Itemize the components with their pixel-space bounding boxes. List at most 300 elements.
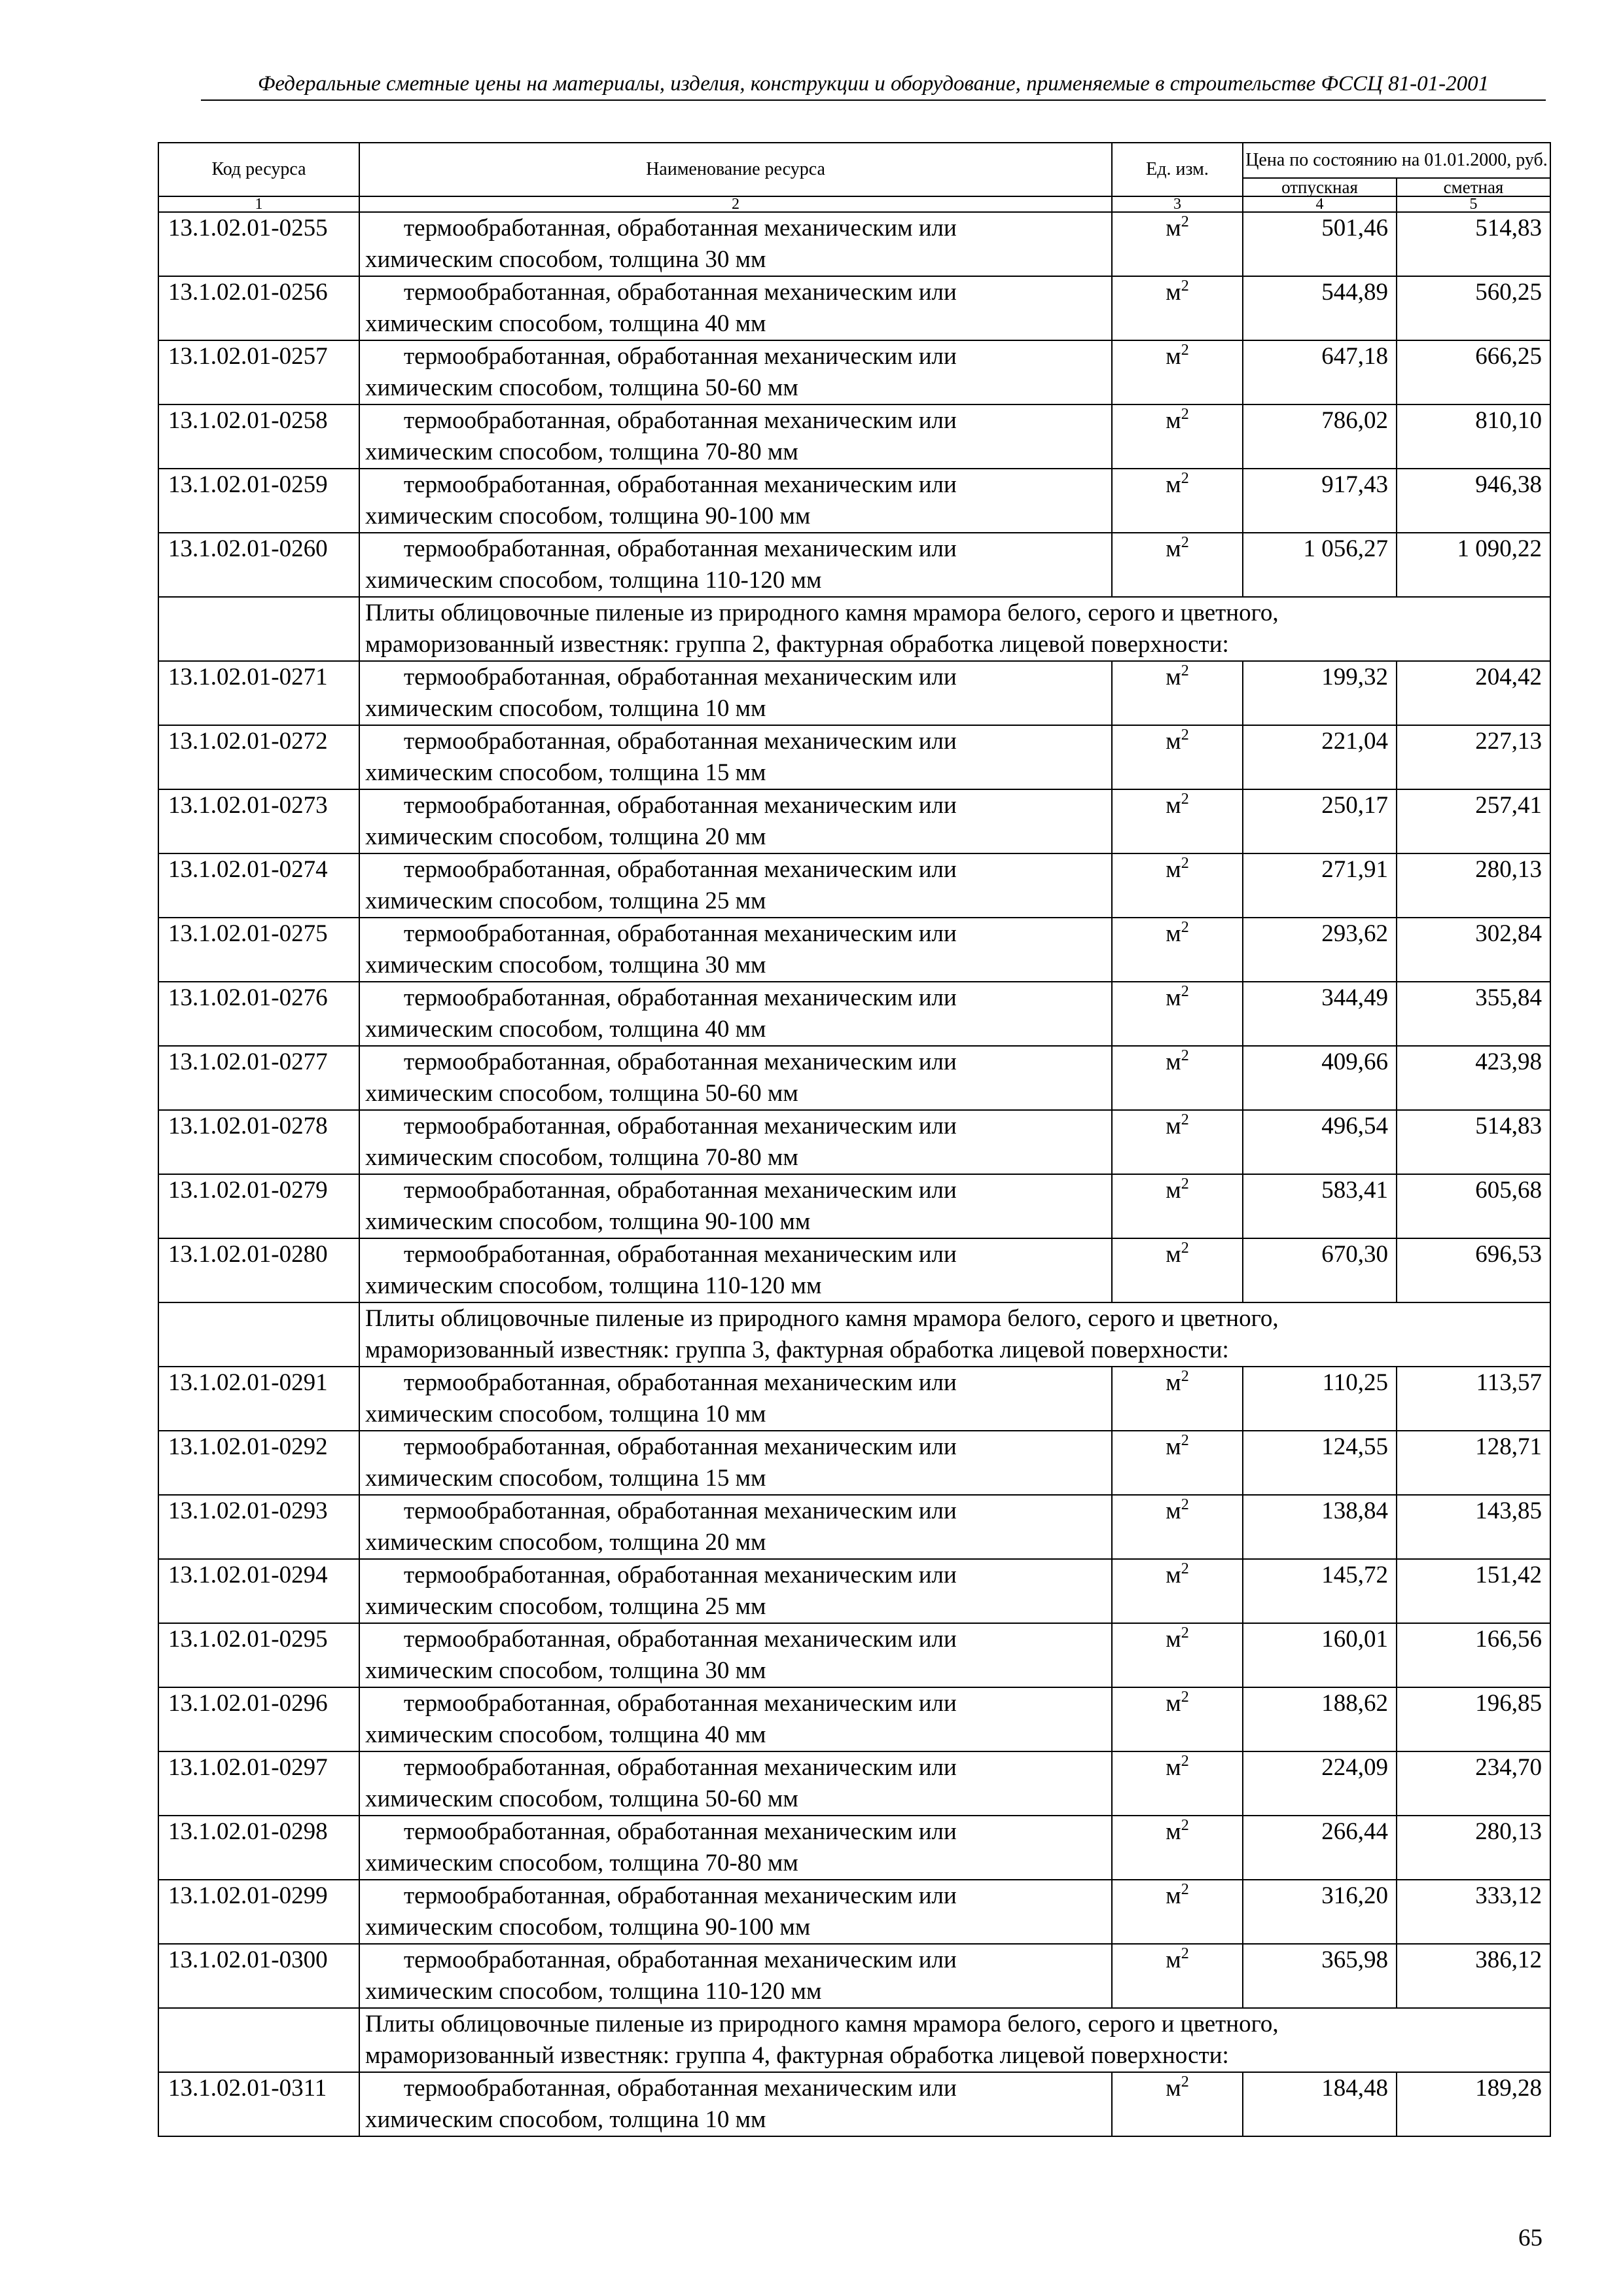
table-row [158, 725, 1550, 789]
unit-base: м [1166, 407, 1181, 434]
release-price: 199,32 [1243, 661, 1397, 725]
resource-code: 13.1.02.01-0257 [158, 340, 359, 404]
resource-name-line: химическим способом, толщина 110-120 мм [365, 567, 822, 594]
release-price: 1 056,27 [1243, 533, 1397, 597]
resource-code: 13.1.02.01-0275 [158, 918, 359, 982]
resource-name-line: химическим способом, толщина 70-80 мм [365, 1144, 798, 1171]
resource-name [359, 661, 1112, 725]
unit-power: 2 [1181, 1175, 1189, 1193]
table-row [158, 533, 1550, 597]
unit-cell [1112, 276, 1243, 340]
release-price: 293,62 [1243, 918, 1397, 982]
resource-name [359, 1944, 1112, 2008]
estimate-price: 514,83 [1397, 212, 1550, 276]
resource-name [359, 1495, 1112, 1559]
unit-base: м [1166, 1241, 1181, 1268]
resource-code: 13.1.02.01-0277 [158, 1046, 359, 1110]
unit-cell [1112, 1495, 1243, 1559]
estimate-price: 113,57 [1397, 1367, 1550, 1431]
resource-code: 13.1.02.01-0260 [158, 533, 359, 597]
resource-code: 13.1.02.01-0300 [158, 1944, 359, 2008]
resource-name [359, 1110, 1112, 1174]
resource-code: 13.1.02.01-0258 [158, 404, 359, 469]
resource-name-line: химическим способом, толщина 15 мм [365, 1465, 766, 1492]
resource-name-line: химическим способом, толщина 50-60 мм [365, 1785, 798, 1812]
resource-name [359, 533, 1112, 597]
unit-power: 2 [1181, 406, 1189, 423]
table-row [158, 1174, 1550, 1238]
resource-name-line: термообработанная, обработанная механическим или [404, 984, 957, 1011]
unit-cell [1112, 1623, 1243, 1687]
unit-cell [1112, 533, 1243, 597]
table-row [158, 1816, 1550, 1880]
resource-name [359, 725, 1112, 789]
unit-cell [1112, 1431, 1243, 1495]
unit-power: 2 [1181, 1753, 1189, 1770]
unit-power: 2 [1181, 662, 1189, 679]
resource-code: 13.1.02.01-0278 [158, 1110, 359, 1174]
unit-cell [1112, 1046, 1243, 1110]
release-price: 786,02 [1243, 404, 1397, 469]
resource-name-line: химическим способом, толщина 30 мм [365, 246, 766, 273]
table-row [158, 661, 1550, 725]
resource-name-line: термообработанная, обработанная механическим или [404, 215, 957, 242]
resource-name [359, 340, 1112, 404]
unit-power: 2 [1181, 278, 1189, 295]
estimate-price: 189,28 [1397, 2072, 1550, 2136]
resource-name-line: химическим способом, толщина 25 мм [365, 888, 766, 914]
resource-name [359, 1431, 1112, 1495]
unit-cell [1112, 853, 1243, 918]
resource-code: 13.1.02.01-0296 [158, 1687, 359, 1751]
resource-code: 13.1.02.01-0256 [158, 276, 359, 340]
resource-name-line: химическим способом, толщина 40 мм [365, 1016, 766, 1043]
release-price: 184,48 [1243, 2072, 1397, 2136]
unit-cell [1112, 982, 1243, 1046]
resource-code: 13.1.02.01-0259 [158, 469, 359, 533]
unit-power: 2 [1181, 791, 1189, 808]
unit-base: м [1166, 1690, 1181, 1717]
estimate-price: 280,13 [1397, 1816, 1550, 1880]
unit-cell [1112, 725, 1243, 789]
resource-name-line: термообработанная, обработанная механическим или [404, 2075, 957, 2102]
resource-name-line: термообработанная, обработанная механическим или [404, 1690, 957, 1717]
resource-name-line: термообработанная, обработанная механическим или [404, 1177, 957, 1204]
resource-name-line: химическим способом, толщина 90-100 мм [365, 1914, 811, 1941]
resource-name [359, 1687, 1112, 1751]
unit-base: м [1166, 1433, 1181, 1460]
release-price: 160,01 [1243, 1623, 1397, 1687]
unit-cell [1112, 1367, 1243, 1431]
estimate-price: 227,13 [1397, 725, 1550, 789]
release-price: 110,25 [1243, 1367, 1397, 1431]
resource-name [359, 1238, 1112, 1302]
estimate-price: 605,68 [1397, 1174, 1550, 1238]
col-header-estimate: сметная [1397, 178, 1550, 196]
group-heading [359, 1302, 1550, 1367]
resource-name-line: химическим способом, толщина 40 мм [365, 1721, 766, 1748]
price-table [158, 142, 1551, 2137]
unit-power: 2 [1181, 1881, 1189, 1898]
resource-code: 13.1.02.01-0272 [158, 725, 359, 789]
unit-cell [1112, 1880, 1243, 1944]
unit-power: 2 [1181, 726, 1189, 744]
resource-name-line: термообработанная, обработанная механическим или [404, 1498, 957, 1524]
group-heading-line: Плиты облицовочные пиленые из природного камня мрамора белого, серого и цветного, [365, 2011, 1279, 2037]
resource-name-line: химическим способом, толщина 40 мм [365, 310, 766, 337]
unit-base: м [1166, 1113, 1181, 1139]
unit-power: 2 [1181, 1240, 1189, 1257]
unit-base: м [1166, 2075, 1181, 2102]
resource-name-line: химическим способом, толщина 110-120 мм [365, 1272, 822, 1299]
resource-name-line: химическим способом, толщина 50-60 мм [365, 1080, 798, 1107]
resource-name [359, 918, 1112, 982]
release-price: 271,91 [1243, 853, 1397, 918]
resource-name-line: термообработанная, обработанная механическим или [404, 1433, 957, 1460]
page-number: 65 [1518, 2225, 1543, 2251]
unit-cell [1112, 1559, 1243, 1623]
resource-name [359, 982, 1112, 1046]
table-row [158, 918, 1550, 982]
unit-power: 2 [1181, 1111, 1189, 1128]
release-price: 365,98 [1243, 1944, 1397, 2008]
resource-code: 13.1.02.01-0293 [158, 1495, 359, 1559]
release-price: 501,46 [1243, 212, 1397, 276]
release-price: 224,09 [1243, 1751, 1397, 1816]
release-price: 124,55 [1243, 1431, 1397, 1495]
unit-cell [1112, 340, 1243, 404]
unit-base: м [1166, 856, 1181, 883]
column-number: 3 [1112, 196, 1243, 212]
resource-code: 13.1.02.01-0311 [158, 2072, 359, 2136]
unit-cell [1112, 469, 1243, 533]
table-body [158, 212, 1550, 2136]
group-heading [359, 2008, 1550, 2072]
resource-name-line: химическим способом, толщина 30 мм [365, 952, 766, 978]
table-row [158, 2072, 1550, 2136]
resource-name-line: термообработанная, обработанная механическим или [404, 471, 957, 498]
resource-name [359, 212, 1112, 276]
resource-name-line: термообработанная, обработанная механическим или [404, 792, 957, 819]
resource-name [359, 1623, 1112, 1687]
resource-name [359, 1174, 1112, 1238]
resource-name-line: химическим способом, толщина 90-100 мм [365, 503, 811, 529]
resource-name-line: термообработанная, обработанная механическим или [404, 1754, 957, 1781]
unit-base: м [1166, 1562, 1181, 1588]
column-number: 1 [158, 196, 359, 212]
unit-base: м [1166, 279, 1181, 306]
resource-code: 13.1.02.01-0292 [158, 1431, 359, 1495]
table-row [158, 1880, 1550, 1944]
release-price: 145,72 [1243, 1559, 1397, 1623]
resource-name-line: термообработанная, обработанная механическим или [404, 1626, 957, 1653]
resource-code: 13.1.02.01-0294 [158, 1559, 359, 1623]
estimate-price: 423,98 [1397, 1046, 1550, 1110]
resource-name [359, 276, 1112, 340]
resource-name-line: химическим способом, толщина 90-100 мм [365, 1208, 811, 1235]
release-price: 917,43 [1243, 469, 1397, 533]
estimate-price: 234,70 [1397, 1751, 1550, 1816]
table-row [158, 276, 1550, 340]
resource-name-line: термообработанная, обработанная механическим или [404, 1562, 957, 1588]
release-price: 544,89 [1243, 276, 1397, 340]
release-price: 583,41 [1243, 1174, 1397, 1238]
resource-code: 13.1.02.01-0273 [158, 789, 359, 853]
resource-name [359, 853, 1112, 918]
resource-name [359, 1816, 1112, 1880]
unit-power: 2 [1181, 855, 1189, 872]
unit-power: 2 [1181, 1368, 1189, 1385]
unit-power: 2 [1181, 1689, 1189, 1706]
release-price: 316,20 [1243, 1880, 1397, 1944]
table-row [158, 1431, 1550, 1495]
unit-cell [1112, 1238, 1243, 1302]
resource-name-line: термообработанная, обработанная механическим или [404, 1882, 957, 1909]
resource-code: 13.1.02.01-0279 [158, 1174, 359, 1238]
resource-name-line: термообработанная, обработанная механическим или [404, 1369, 957, 1396]
unit-base: м [1166, 1754, 1181, 1781]
unit-base: м [1166, 535, 1181, 562]
resource-name-line: химическим способом, толщина 20 мм [365, 1529, 766, 1556]
unit-base: м [1166, 792, 1181, 819]
release-price: 188,62 [1243, 1687, 1397, 1751]
resource-name-line: химическим способом, толщина 10 мм [365, 2106, 766, 2133]
column-number-row [158, 196, 1550, 212]
resource-code: 13.1.02.01-0297 [158, 1751, 359, 1816]
estimate-price: 302,84 [1397, 918, 1550, 982]
table-row [158, 789, 1550, 853]
unit-power: 2 [1181, 470, 1189, 487]
group-heading-line: мраморизованный известняк: группа 4, фактурная обработка лицевой поверхности: [365, 2042, 1229, 2069]
resource-name-line: химическим способом, толщина 20 мм [365, 823, 766, 850]
resource-name [359, 789, 1112, 853]
unit-cell [1112, 1751, 1243, 1816]
unit-base: м [1166, 1946, 1181, 1973]
resource-code: 13.1.02.01-0255 [158, 212, 359, 276]
resource-name-line: термообработанная, обработанная механическим или [404, 920, 957, 947]
estimate-price: 514,83 [1397, 1110, 1550, 1174]
estimate-price: 143,85 [1397, 1495, 1550, 1559]
unit-base: м [1166, 1177, 1181, 1204]
unit-power: 2 [1181, 1432, 1189, 1449]
unit-cell [1112, 2072, 1243, 2136]
table-row [158, 1495, 1550, 1559]
resource-code: 13.1.02.01-0298 [158, 1816, 359, 1880]
unit-base: м [1166, 1498, 1181, 1524]
resource-name-line: термообработанная, обработанная механическим или [404, 1049, 957, 1075]
unit-power: 2 [1181, 983, 1189, 1000]
resource-name-line: химическим способом, толщина 110-120 мм [365, 1978, 822, 2005]
unit-base: м [1166, 343, 1181, 370]
resource-code: 13.1.02.01-0295 [158, 1623, 359, 1687]
resource-name-line: химическим способом, толщина 10 мм [365, 1401, 766, 1427]
resource-name [359, 1046, 1112, 1110]
resource-name-line: химическим способом, толщина 30 мм [365, 1657, 766, 1684]
group-heading [359, 597, 1550, 661]
resource-name-line: химическим способом, толщина 15 мм [365, 759, 766, 786]
estimate-price: 355,84 [1397, 982, 1550, 1046]
table-row [158, 212, 1550, 276]
estimate-price: 666,25 [1397, 340, 1550, 404]
resource-name-line: термообработанная, обработанная механическим или [404, 535, 957, 562]
table-row [158, 1238, 1550, 1302]
resource-code: 13.1.02.01-0271 [158, 661, 359, 725]
resource-name-line: термообработанная, обработанная механическим или [404, 856, 957, 883]
resource-name-line: химическим способом, толщина 50-60 мм [365, 374, 798, 401]
unit-base: м [1166, 1882, 1181, 1909]
release-price: 409,66 [1243, 1046, 1397, 1110]
estimate-price: 204,42 [1397, 661, 1550, 725]
estimate-price: 1 090,22 [1397, 533, 1550, 597]
table-row [158, 404, 1550, 469]
release-price: 138,84 [1243, 1495, 1397, 1559]
unit-power: 2 [1181, 2073, 1189, 2090]
col-header-name: Наименование ресурса [359, 143, 1112, 196]
release-price: 344,49 [1243, 982, 1397, 1046]
estimate-price: 166,56 [1397, 1623, 1550, 1687]
release-price: 496,54 [1243, 1110, 1397, 1174]
resource-name-line: термообработанная, обработанная механическим или [404, 1946, 957, 1973]
release-price: 266,44 [1243, 1816, 1397, 1880]
column-number: 4 [1243, 196, 1397, 212]
resource-name-line: химическим способом, толщина 70-80 мм [365, 439, 798, 465]
unit-cell [1112, 1110, 1243, 1174]
estimate-price: 333,12 [1397, 1880, 1550, 1944]
resource-name [359, 404, 1112, 469]
table-row [158, 1623, 1550, 1687]
table-row [158, 340, 1550, 404]
unit-cell [1112, 1944, 1243, 2008]
unit-power: 2 [1181, 919, 1189, 936]
unit-power: 2 [1181, 342, 1189, 359]
resource-name-line: химическим способом, толщина 10 мм [365, 695, 766, 722]
group-heading-line: Плиты облицовочные пиленые из природного камня мрамора белого, серого и цветного, [365, 600, 1279, 626]
unit-power: 2 [1181, 1624, 1189, 1641]
estimate-price: 196,85 [1397, 1687, 1550, 1751]
group-code-cell [158, 1302, 359, 1367]
table-row [158, 1944, 1550, 2008]
resource-name [359, 1367, 1112, 1431]
group-heading-line: мраморизованный известняк: группа 3, фактурная обработка лицевой поверхности: [365, 1336, 1229, 1363]
unit-base: м [1166, 471, 1181, 498]
resource-name [359, 1880, 1112, 1944]
estimate-price: 810,10 [1397, 404, 1550, 469]
running-header: Федеральные сметные цены на материалы, изделия, конструкции и оборудование, применяемые в строительстве ФССЦ 81-01-2001 [201, 71, 1546, 101]
resource-code: 13.1.02.01-0276 [158, 982, 359, 1046]
unit-base: м [1166, 984, 1181, 1011]
resource-code: 13.1.02.01-0291 [158, 1367, 359, 1431]
resource-name-line: термообработанная, обработанная механическим или [404, 407, 957, 434]
table-row [158, 1687, 1550, 1751]
release-price: 647,18 [1243, 340, 1397, 404]
unit-base: м [1166, 728, 1181, 755]
table-row [158, 469, 1550, 533]
unit-base: м [1166, 1049, 1181, 1075]
resource-name-line: термообработанная, обработанная механическим или [404, 279, 957, 306]
release-price: 250,17 [1243, 789, 1397, 853]
resource-code: 13.1.02.01-0274 [158, 853, 359, 918]
unit-power: 2 [1181, 1560, 1189, 1577]
table-row [158, 853, 1550, 918]
unit-cell [1112, 661, 1243, 725]
unit-base: м [1166, 920, 1181, 947]
resource-name [359, 2072, 1112, 2136]
unit-power: 2 [1181, 1047, 1189, 1064]
table-row [158, 982, 1550, 1046]
group-code-cell [158, 2008, 359, 2072]
resource-name-line: химическим способом, толщина 70-80 мм [365, 1850, 798, 1876]
unit-power: 2 [1181, 213, 1189, 230]
group-heading-line: мраморизованный известняк: группа 2, фактурная обработка лицевой поверхности: [365, 631, 1229, 658]
estimate-price: 128,71 [1397, 1431, 1550, 1495]
col-header-price-group: Цена по состоянию на 01.01.2000, руб. [1243, 143, 1550, 178]
resource-name-line: термообработанная, обработанная механическим или [404, 1241, 957, 1268]
unit-power: 2 [1181, 1817, 1189, 1834]
column-number: 2 [359, 196, 1112, 212]
table-row [158, 1751, 1550, 1816]
table-row [158, 1559, 1550, 1623]
resource-code: 13.1.02.01-0299 [158, 1880, 359, 1944]
col-header-unit: Ед. изм. [1112, 143, 1243, 196]
resource-name [359, 1559, 1112, 1623]
estimate-price: 257,41 [1397, 789, 1550, 853]
unit-cell [1112, 789, 1243, 853]
resource-name-line: термообработанная, обработанная механическим или [404, 1113, 957, 1139]
unit-base: м [1166, 1369, 1181, 1396]
release-price: 670,30 [1243, 1238, 1397, 1302]
table-row [158, 1046, 1550, 1110]
resource-name-line: термообработанная, обработанная механическим или [404, 1818, 957, 1845]
resource-code: 13.1.02.01-0280 [158, 1238, 359, 1302]
estimate-price: 386,12 [1397, 1944, 1550, 2008]
estimate-price: 280,13 [1397, 853, 1550, 918]
group-code-cell [158, 597, 359, 661]
unit-cell [1112, 404, 1243, 469]
col-header-code: Код ресурса [158, 143, 359, 196]
unit-power: 2 [1181, 1496, 1189, 1513]
unit-power: 2 [1181, 534, 1189, 551]
column-number: 5 [1397, 196, 1550, 212]
group-heading-row [158, 597, 1550, 661]
unit-cell [1112, 1687, 1243, 1751]
group-heading-row [158, 1302, 1550, 1367]
unit-power: 2 [1181, 1945, 1189, 1962]
group-heading-line: Плиты облицовочные пиленые из природного камня мрамора белого, серого и цветного, [365, 1305, 1279, 1332]
resource-name [359, 469, 1112, 533]
unit-cell [1112, 212, 1243, 276]
unit-cell [1112, 918, 1243, 982]
unit-base: м [1166, 1626, 1181, 1653]
col-header-release: отпускная [1243, 178, 1397, 196]
release-price: 221,04 [1243, 725, 1397, 789]
resource-name-line: термообработанная, обработанная механическим или [404, 664, 957, 691]
resource-name-line: термообработанная, обработанная механическим или [404, 343, 957, 370]
resource-name-line: термообработанная, обработанная механическим или [404, 728, 957, 755]
estimate-price: 946,38 [1397, 469, 1550, 533]
resource-name [359, 1751, 1112, 1816]
group-heading-row [158, 2008, 1550, 2072]
unit-base: м [1166, 664, 1181, 691]
unit-cell [1112, 1174, 1243, 1238]
unit-base: м [1166, 1818, 1181, 1845]
resource-name-line: химическим способом, толщина 25 мм [365, 1593, 766, 1620]
table-row [158, 1110, 1550, 1174]
estimate-price: 696,53 [1397, 1238, 1550, 1302]
estimate-price: 151,42 [1397, 1559, 1550, 1623]
estimate-price: 560,25 [1397, 276, 1550, 340]
unit-base: м [1166, 215, 1181, 242]
table-row [158, 1367, 1550, 1431]
